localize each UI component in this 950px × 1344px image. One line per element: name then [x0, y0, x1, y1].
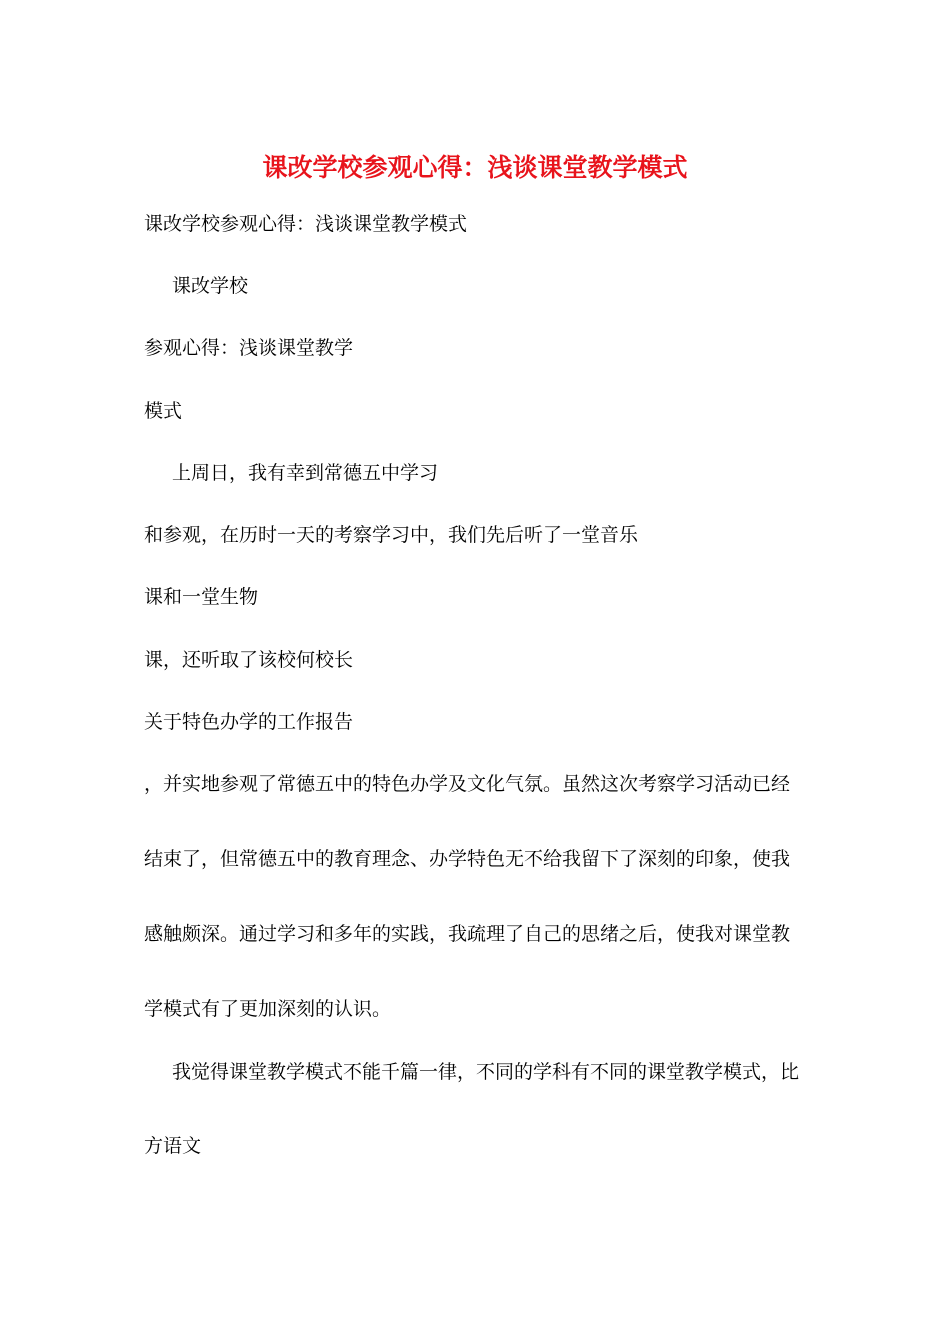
paragraph-line: 上周日，我有幸到常德五中学习: [172, 462, 439, 484]
paragraph-line: 课改学校参观心得：浅谈课堂教学模式: [144, 213, 468, 235]
paragraph-line: ，并实地参观了常德五中的特色办学及文化气氛。虽然这次考察学习活动已经: [144, 773, 791, 795]
paragraph-line: 课，还听取了该校何校长: [144, 649, 354, 671]
document-title: 课改学校参观心得：浅谈课堂教学模式: [262, 153, 688, 182]
paragraph-line: 模式: [144, 400, 183, 422]
paragraph-line: 参观心得：浅谈课堂教学: [144, 337, 354, 359]
paragraph-line: 感触颇深。通过学习和多年的实践，我疏理了自己的思绪之后，使我对课堂教: [144, 923, 791, 945]
paragraph-line: 和参观，在历时一天的考察学习中，我们先后听了一堂音乐: [144, 524, 639, 546]
paragraph-line: 结束了，但常德五中的教育理念、办学特色无不给我留下了深刻的印象，使我: [144, 848, 791, 870]
paragraph-line: 我觉得课堂教学模式不能千篇一律，不同的学科有不同的课堂教学模式，比: [172, 1061, 800, 1083]
paragraph-line: 课改学校: [172, 275, 249, 297]
paragraph-line: 学模式有了更加深刻的认识。: [144, 998, 392, 1020]
paragraph-line: 课和一堂生物: [144, 586, 259, 608]
paragraph-line: 方语文: [144, 1135, 202, 1157]
paragraph-line: 关于特色办学的工作报告: [144, 711, 354, 733]
